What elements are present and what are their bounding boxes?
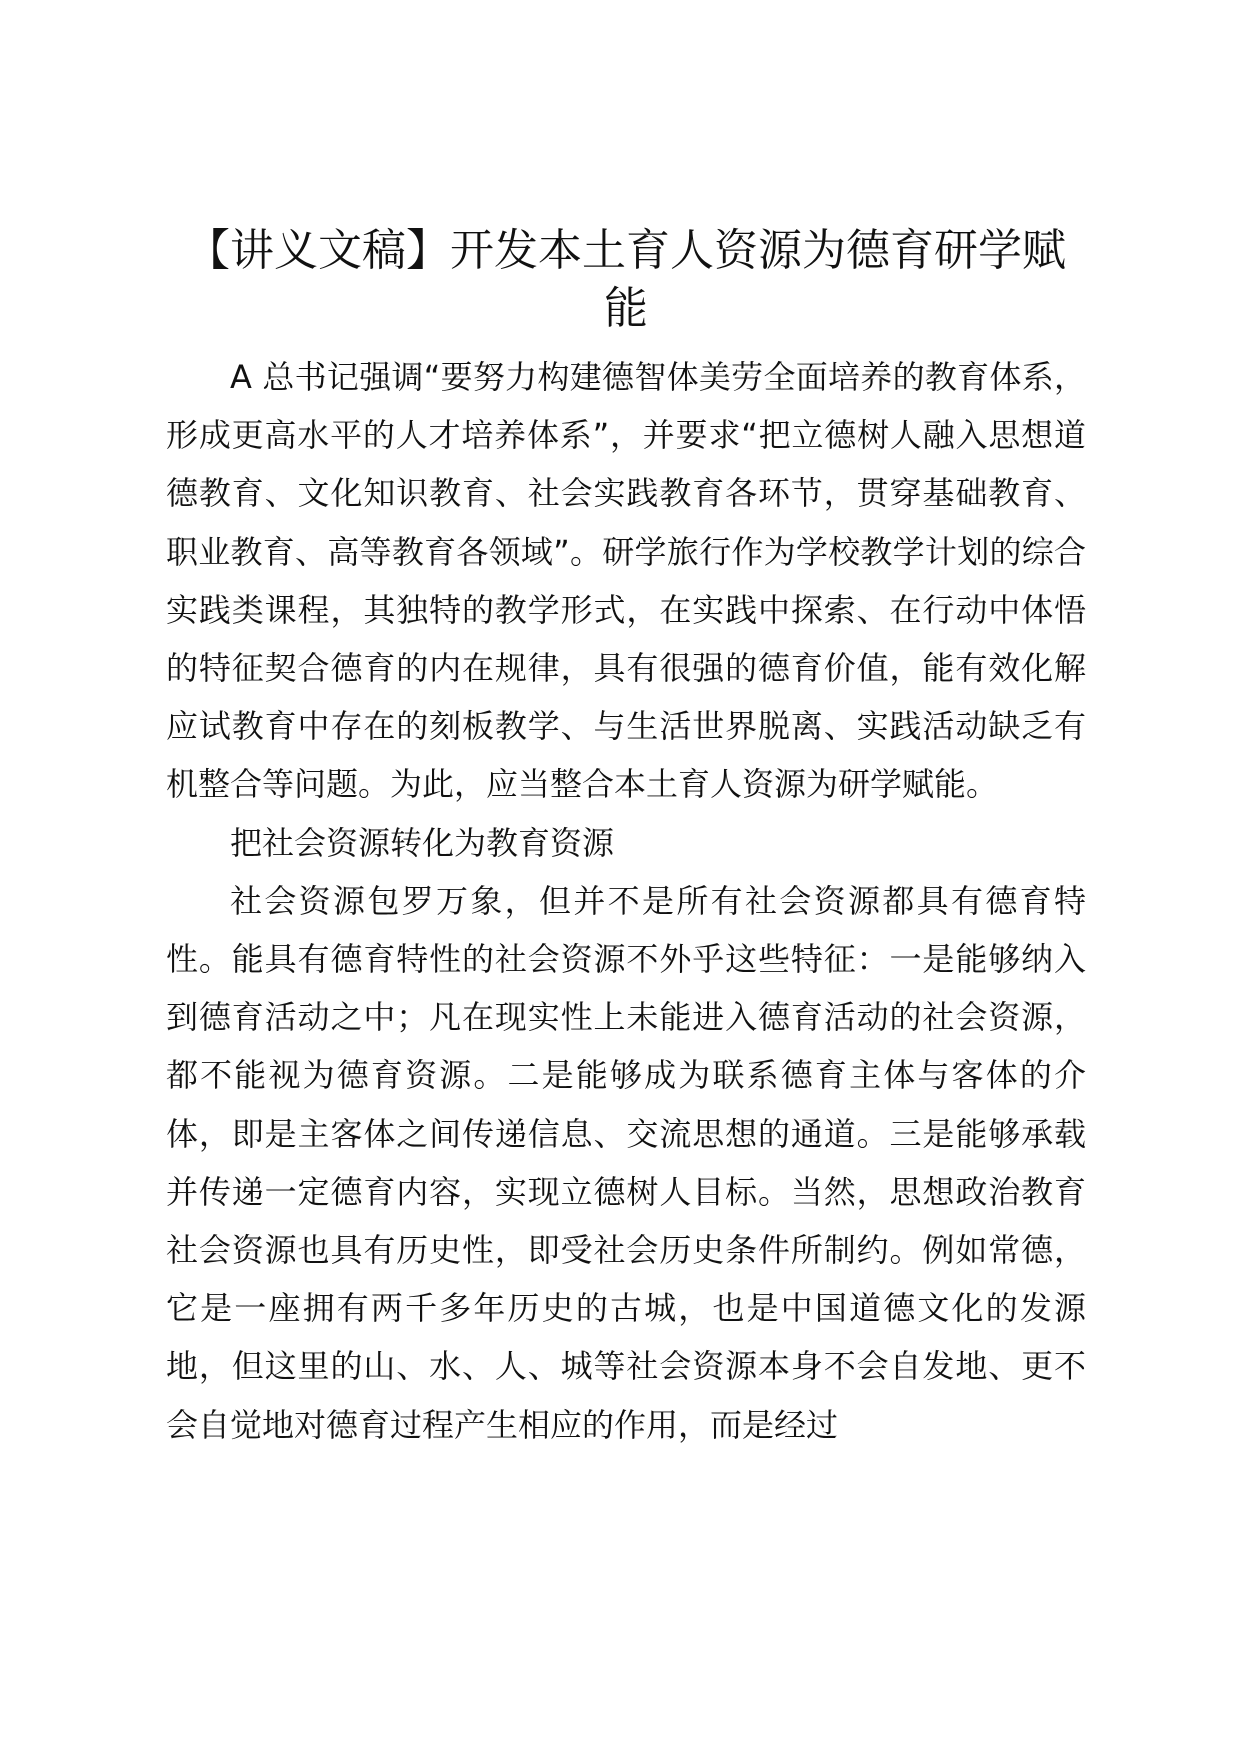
section-heading: 把社会资源转化为教育资源 (230, 823, 615, 862)
section-paragraph: 社会资源包罗万象，但并不是所有社会资源都具有德育特性。能具有德育特性的社会资源不外乎这些特征：一是能够纳入到德育活动之中；凡在现实性上未能进入德育活动的社会资源，都不能视为德育资源。二是能够成为联系德育主体与客体的介体，即是主客体之间传递信息、交流思想的通道。三是能够承载并传递一定德育内容，实现立德树人目标。当然，思想政治教育社会资源也具有历史性，即受社会历史条件所制约。例如常德，它是一座拥有两千多年历史的古城，也是中国道德文化的发源地，但这里的山、水、人、城等社会资源本身不会自发地、更不会自觉地对德育过程产生相应的作用，而是经过 (166, 881, 1086, 1444)
document-title: 【讲义文稿】开发本土育人资源为德育研学赋能 (186, 225, 1066, 334)
document-page (166, 222, 1086, 1454)
intro-paragraph: A 总书记强调“要努力构建德智体美劳全面培养的教育体系，形成更高水平的人才培养体系”，并要求“把立德树人融入思想道德教育、文化知识教育、社会实践教育各环节，贯穿基础教育、职业教育、高等教育各领域”。研学旅行作为学校教学计划的综合实践类课程，其独特的教学形式，在实践中探索、在行动中体悟的特征契合德育的内在规律，具有很强的德育价值，能有效化解应试教育中存在的刻板教学、与生活世界脱离、实践活动缺乏有机整合等问题。为此，应当整合本土育人资源为研学赋能。 (166, 358, 1086, 804)
